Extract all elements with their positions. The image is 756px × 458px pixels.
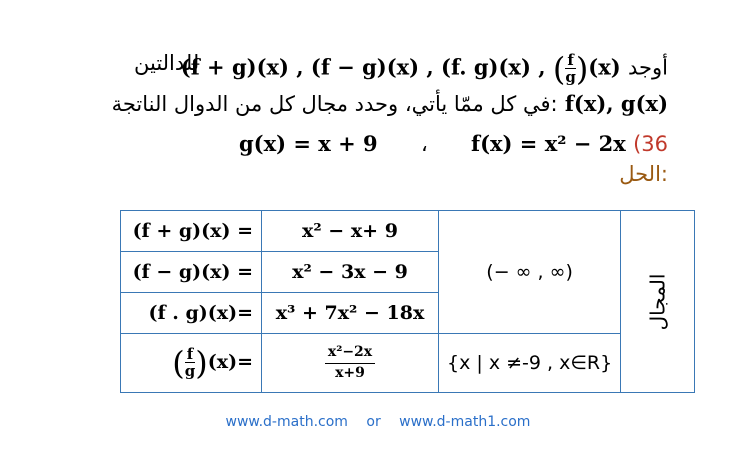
question-number: (36 xyxy=(633,132,668,156)
g-definition: g(x) = x + 9 xyxy=(238,131,378,156)
operation-cell: (f − g)(x) = xyxy=(121,252,262,293)
quotient-fraction: $\frac{f}{g}$ xyxy=(184,345,196,380)
table-row xyxy=(121,211,695,252)
operation-cell: (f . g)(x)= xyxy=(121,293,262,334)
question-line-1-end: للدالتين xyxy=(134,51,200,75)
result-cell: x² − 3x − 9 xyxy=(262,252,439,293)
domain-cell: {x | x ≠-9 , x∈R} xyxy=(439,334,621,393)
domain-label-cell xyxy=(621,211,695,393)
result-cell: x³ + 7x² − 18x xyxy=(262,293,439,334)
table-row xyxy=(121,334,695,393)
domain-cell: (− ∞ , ∞) xyxy=(439,211,621,334)
instruction-text-2: في كل ممّا يأتي، وحدد مجال كل من الدوال الناتجة: xyxy=(111,92,558,116)
footer xyxy=(0,414,756,430)
question-definitions: g(x) = x + 9 ، f(x) = x² − 2x (36 xyxy=(238,131,668,156)
result-cell xyxy=(262,334,439,393)
footer-link-2[interactable]: www.d-math1.com xyxy=(399,414,531,430)
function-names: f(x), g(x) xyxy=(564,91,668,116)
instruction-text: أوجد xyxy=(628,55,668,80)
result-fraction: $\frac{\text{x²−2x}}{x+9}$ xyxy=(325,345,375,381)
domain-label: المجال xyxy=(645,273,670,330)
solution-table xyxy=(120,210,695,393)
quotient-fraction: $\frac{f}{g}$ xyxy=(565,51,576,86)
question-line-2 xyxy=(112,91,668,116)
question-line-1: (f + g)(x) , (f − g)(x) , (f. g)(x) , ( $\frac{f}{g}$ )(x) أوجد xyxy=(180,50,668,88)
functions-list: (f + g)(x) , (f − g)(x) , (f. g)(x) , xyxy=(180,54,546,80)
footer-link-1[interactable]: www.d-math.com xyxy=(225,414,348,430)
solution-label: الحل: xyxy=(619,162,668,186)
footer-or: or xyxy=(366,414,381,430)
operation-cell: (f + g)(x) = xyxy=(121,211,262,252)
operation-cell: ( $\frac{f}{g}$ )(x)= xyxy=(121,334,262,393)
f-definition: f(x) = x² − 2x xyxy=(471,131,626,156)
result-cell: x² − x+ 9 xyxy=(262,211,439,252)
